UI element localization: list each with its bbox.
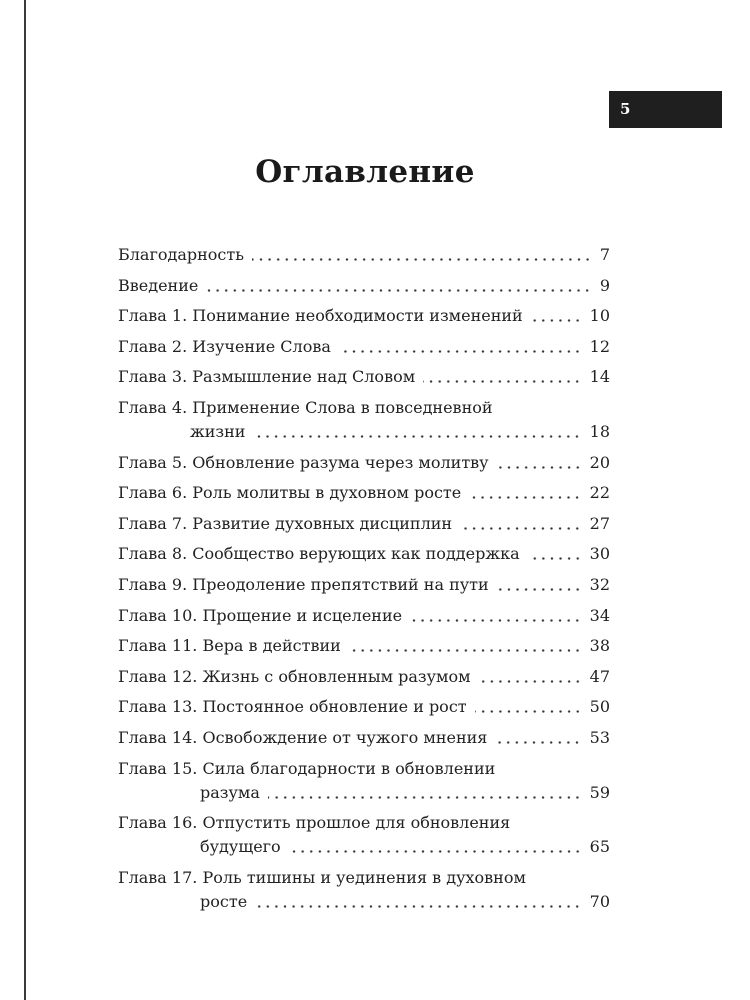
toc-entry-page: 38 — [589, 636, 610, 656]
toc-entry-page: 32 — [589, 574, 610, 594]
toc-entry-page: 18 — [589, 421, 610, 441]
toc-entry-label: Глава 12. Жизнь с обновленным разумом — [118, 666, 471, 686]
toc-entry-chapter-7[interactable] — [118, 512, 610, 536]
toc-dot-leader — [495, 741, 581, 744]
toc-dot-leader — [253, 435, 581, 438]
toc-entry-page: 30 — [589, 544, 610, 564]
toc-entry-label: Глава 17. Роль тишины и уединения в духовном — [118, 867, 526, 887]
toc-dot-leader — [339, 350, 582, 353]
toc-entry-chapter-2[interactable] — [118, 335, 610, 359]
toc-entry-chapter-13[interactable] — [118, 695, 610, 719]
toc-entry-page: 7 — [599, 245, 610, 264]
toc-entry-label: Глава 1. Понимание необходимости изменений — [118, 306, 523, 326]
toc-entry-label: Глава 8. Сообщество верующих как поддержка — [118, 544, 520, 564]
toc-entry-label: Глава 14. Освобождение от чужого мнения — [118, 727, 488, 747]
toc-entry-label: Глава 4. Применение Слова в повседневной — [118, 397, 493, 417]
toc-entry-acknowledgements[interactable] — [118, 243, 610, 267]
toc-entry-label: Глава 3. Размышление над Словом — [118, 367, 416, 387]
toc-dot-leader — [479, 680, 582, 683]
toc-dot-leader — [460, 527, 582, 530]
toc-entry-page: 27 — [589, 513, 610, 533]
toc-entry-page: 9 — [599, 275, 610, 295]
toc-dot-leader — [497, 466, 582, 469]
table-of-contents — [118, 243, 610, 920]
toc-entry-label: Глава 2. Изучение Слова — [118, 336, 331, 356]
page-number-tab — [609, 91, 722, 128]
toc-entry-label: Глава 13. Постоянное обновление и рост — [118, 697, 467, 717]
toc-entry-chapter-8[interactable] — [118, 542, 610, 566]
toc-dot-leader — [252, 258, 592, 261]
toc-entry-introduction[interactable] — [118, 274, 610, 298]
toc-entry-label: Благодарность — [118, 245, 244, 264]
toc-entry-page: 59 — [589, 782, 610, 802]
toc-entry-page: 22 — [589, 483, 610, 503]
page-binding-edge — [24, 0, 26, 1000]
toc-dot-leader — [410, 619, 582, 622]
toc-entry-chapter-12[interactable] — [118, 665, 610, 689]
toc-entry-chapter-1[interactable] — [118, 304, 610, 328]
toc-entry-page: 34 — [589, 605, 610, 625]
toc-dot-leader — [497, 588, 582, 591]
toc-entry-chapter-17[interactable] — [118, 866, 610, 914]
toc-dot-leader — [528, 557, 582, 560]
toc-entry-chapter-6[interactable] — [118, 481, 610, 505]
toc-entry-label: Глава 5. Обновление разума через молитву — [118, 452, 489, 472]
toc-entry-chapter-14[interactable] — [118, 726, 610, 750]
toc-entry-chapter-15[interactable] — [118, 757, 610, 805]
toc-entry-label: Глава 7. Развитие духовных дисциплин — [118, 513, 453, 533]
toc-entry-page: 53 — [589, 727, 610, 747]
toc-entry-chapter-10[interactable] — [118, 604, 610, 628]
toc-dot-leader — [268, 796, 582, 799]
toc-entry-label: Глава 9. Преодоление препятствий на пути — [118, 574, 489, 594]
toc-dot-leader — [423, 380, 581, 383]
toc-dot-leader — [255, 905, 581, 908]
toc-dot-leader — [349, 649, 582, 652]
toc-entry-chapter-3[interactable] — [118, 365, 610, 389]
toc-dot-leader — [469, 496, 581, 499]
toc-entry-chapter-9[interactable] — [118, 573, 610, 597]
toc-entry-label: Глава 16. Отпустить прошлое для обновления — [118, 813, 511, 833]
toc-entry-label: Глава 11. Вера в действии — [118, 636, 341, 656]
toc-entry-label: Глава 10. Прощение и исцеление — [118, 605, 403, 625]
toc-entry-label-continued: разума — [200, 782, 260, 802]
toc-dot-leader — [531, 319, 582, 322]
toc-entry-page: 70 — [589, 891, 610, 911]
page-number: 5 — [620, 100, 631, 118]
toc-entry-label: Введение — [118, 275, 199, 295]
toc-entry-page: 12 — [589, 336, 610, 356]
toc-entry-label: Глава 6. Роль молитвы в духовном росте — [118, 483, 462, 503]
toc-entry-page: 14 — [589, 367, 610, 387]
toc-entry-page: 65 — [589, 837, 610, 857]
toc-entry-chapter-11[interactable] — [118, 634, 610, 658]
toc-entry-page: 20 — [589, 452, 610, 472]
toc-entry-page: 10 — [589, 306, 610, 326]
toc-entry-page: 50 — [589, 697, 610, 717]
page-title: Оглавление — [255, 154, 475, 190]
toc-dot-leader — [206, 289, 591, 292]
toc-entry-label-continued: росте — [200, 891, 248, 911]
toc-entry-chapter-16[interactable] — [118, 811, 610, 859]
toc-entry-label: Глава 15. Сила благодарности в обновлении — [118, 758, 496, 778]
toc-entry-page: 47 — [589, 666, 610, 686]
toc-entry-label-continued: будущего — [200, 837, 281, 857]
toc-entry-chapter-4[interactable] — [118, 396, 610, 444]
toc-entry-label-continued: жизни — [190, 421, 246, 441]
toc-dot-leader — [289, 850, 582, 853]
toc-dot-leader — [475, 710, 582, 713]
toc-entry-chapter-5[interactable] — [118, 451, 610, 475]
